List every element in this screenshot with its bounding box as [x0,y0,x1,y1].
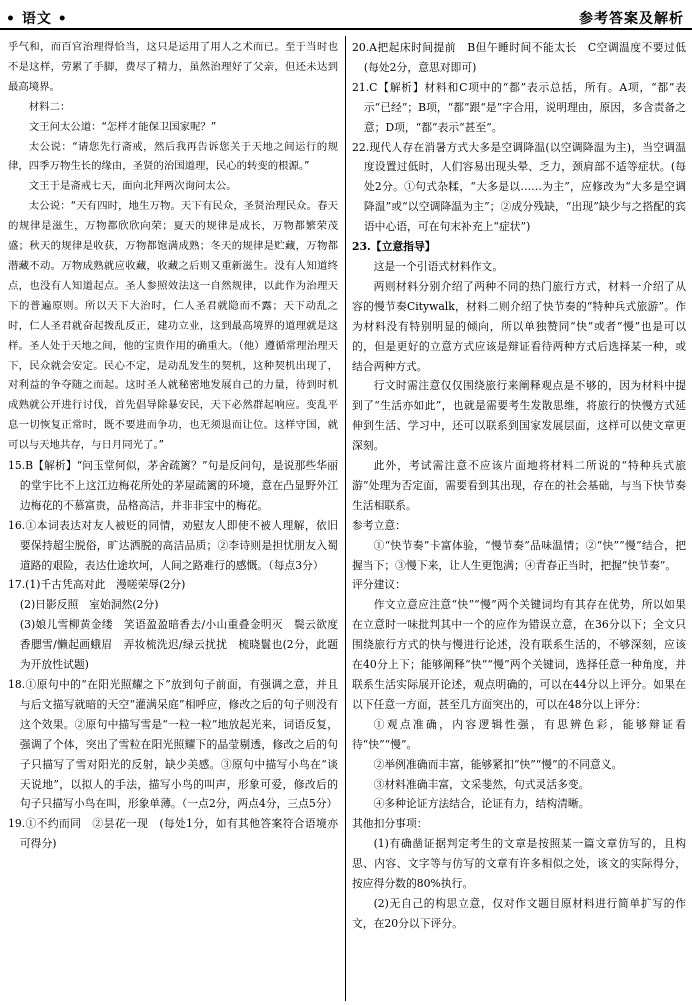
subject-label: • 语文 • [6,11,68,27]
answer-20: 20.A把起床时间提前 B但午睡时间不能太长 C空调温度不要过低 (每处2分，意思对即可) [352,41,686,74]
essay-guidance-2: 两则材料分别介绍了两种不同的热门旅行方式，材料一介绍了从容的慢节奏Citywalk，材料二则介绍了快节奏的“特种兵式旅游”。作为材料没有特别明显的倾向，所以单独赞同“快”或者“慢”也是可以的，但是更好的立意方式应该是辩证看待两种方式后选择某一种，或结合两种方式。 [352,279,686,373]
answer-23-title: 23.【立意指导】 [352,240,436,254]
answer-17-1: 17.(1)千古凭高对此 漫嗟荣辱(2分) [8,578,186,592]
answer-16: 16.①本词表达对友人被贬的同情，劝慰友人即使不被人理解，依旧要保持超尘脱俗，旷达洒脱的高洁品质；②李诗则是担忧朋友入蜀道路的艰险，表达仕途坎坷，人间之路难行的感慨。（每点3分） [8,518,338,572]
scoring-point-4: ④多种论证方法结合，论证有力，结构清晰。 [373,797,590,811]
translation-para-1: 乎气和，而百官治理得恰当，这只是运用了用人之术而已。至于当时也不是这样，劳累了手脚，费尽了精力，虽然治理好了父亲，但还未达到最高境界。 [8,41,338,93]
deduction-title: 其他扣分事项： [352,817,428,831]
answer-17-2: (2)日影反照 室始洞然(2分) [19,598,159,612]
left-column [8,38,338,1003]
reference-title: 参考立意： [352,518,406,532]
scoring-point-2: ②举例准确而丰富，能够紧扣“快”“慢”的不同意义。 [373,757,623,771]
answer-18: 18.①原句中的“在阳光照耀之下”放到句子前面，有强调之意，并且与后文描写就暗的天空“灌满呆庭”相呼应，修改之后的句子则没有这个效果。②原句中描写雪是“一粒一粒”地放起光来，词语反复，强调了个体，突出了雪粒在阳光照耀下的晶莹剔透，修改之后的句子只描写了雪对阳光的反射，缺少美感。③原句中描写小鸟在“谈天说地”，以拟人的手法，描写小鸟的叫声，形象可爱，修改后的句子只描写小鸟在叫，形象单薄。（一点2分，两点4分，三点5分） [8,678,338,811]
column-divider [345,36,346,1001]
essay-guidance-4: 此外，考试需注意不应该片面地将材料二所说的“特种兵式旅游”处理为否定面，需要看到其出现，存在的社会基础，与当下快节奏生活相联系。 [352,459,686,512]
essay-guidance-3: 行文时需注意仅仅围绕旅行来阐释观点是不够的，因为材料中提到了“生活亦如此”，也就是需要考生发散思维，将旅行的快慢方式延伸到生活、学习中，还可以联系到国家发展层面，这样可以使文章更深刻。 [352,379,686,453]
scoring-point-3: ③材料准确丰富，文采斐然，句式灵活多变。 [373,777,590,791]
scoring-title: 评分建议： [352,578,406,592]
deduction-1: (1)有确凿证据判定考生的文章是按照某一篇文章仿写的，且构思、内容、文字等与仿写的文章有许多相似之处，该文的实际得分，按应得分数的80%执行。 [352,837,686,891]
essay-guidance-1: 这是一个引语式材料作文。 [373,259,504,273]
section-title: 参考答案及解析 [579,11,684,27]
translation-para-4: 文王于是斋戒七天，面向北拜两次询问太公。 [28,180,237,193]
answer-21: 21.C【解析】材料和C项中的“都”表示总括，所有。A项，“都”表示“已经”；B项，“都”跟“是”字合用，说明理由，原因，多含责备之意；D项，“都”表示“甚至”。 [352,80,686,134]
answer-19: 19.①不约而同 ②昙花一现 (每处1分，如有其他答案符合语境亦可得分) [8,817,338,851]
translation-para-3: 太公说：“请您先行斋戒，然后我再告诉您关于天地之间运行的规律，四季万物生长的缘由，圣贤的治国道理，民心的转变的根源。” [8,140,338,173]
translation-heading-material-2: 材料二： [28,100,71,113]
translation-para-5: 太公说：“天有四时，地生万物。天下有民众，圣贤治理民众。春天的规律是滋生，万物都欣欣向荣；夏天的规律是成长，万物都繁荣茂盛；秋天的规律是收获，万物都饱满成熟；冬天的规律是贮藏，万物都潜藏不动。万物成熟就应收藏，收藏之后则又重新滋生。没有人知道终点，也没有人知道起点。圣人参照效法这一自然规律，以此作为治理天下的普遍原则。所以天下大治时，仁人圣君就隐而不露；天下动乱之时，仁人圣君就奋起拨乱反正，建功立业，这到最高境界的道理就是这样。圣人处于天地之间，他的宝贵作用的确重大。（他）遵循常理治理天下，民众就会安定。民心不定，是动乱发生的契机，这种契机出现了，对利益的争夺随之而起。这时圣人就秘密地发展自己的力量，待到时机成熟就公开进行讨伐，首先倡导除暴安民，天下必然群起响应。变乱平息一切恢复正常时，既不要进而争功，也无须退而让位。这样守国，就可以与天地共存，与日月同光了。” [8,200,338,452]
answer-15: 15.B【解析】“问玉堂何似，茅舍疏篱？”句是反问句，是说那些华丽的堂宇比不上这江边梅花所处的茅屋疏篱的环境，意在凸显野外江边梅花的不慕富贵，品格高洁，并非非宝中的梅花。 [8,459,338,512]
scoring-para-1: 作文立意应注意“快”“慢”两个关键词均有其存在优势，所以如果在立意时一味批判其中一个的应作为错误立意，在36分以下；全文只围绕旅行方式的快与慢进行论述，没有联系生活的，不够深刻，应该在40分上下；能够阐释“快”“慢”两个关键词，选择任意一种角度，并联系生活实际展开论述，观点明确的，可以在44分以上评分。如果在以下任意一方面，甚至几方面突出的，可以在48分以上评分： [352,598,686,711]
deduction-2: (2)无自己的构思立意，仅对作文题目原材料进行简单扩写的作文，在20分以下评分。 [352,896,686,930]
page-header [0,0,692,30]
scoring-point-1: ①观点准确，内容逻辑性强，有思辨色彩，能够辩证看待“快”“慢”。 [352,717,686,751]
translation-para-2: 文王问太公道：“怎样才能保卫国家呢？” [28,120,217,133]
answer-17-3: (3)娘儿雪柳黄金缕 笑语盈盈暗香去/小山重叠金明灭 鬓云欲度香腮雪/懒起画蛾眉 弄妆梳洗迟/绿云扰扰 梳晓鬟也(2分，此题为开放性试题) [19,618,338,672]
right-column [352,38,686,1003]
answer-22: 22.现代人存在消暑方式大多是空调降温(以空调降温为主)，当空调温度设置过低时，人们容易出现头晕、乏力，颈肩部不适等症状。(每处2分。①句式杂糅，“大多是以……为主”，应修改为“大多是空调降温”或“以空调降温为主”；②成分残缺，“出现”缺少与之搭配的宾语中心语，可在句末补充上“症状”) [352,140,686,234]
reference-ideas: ①“快节奏”卡富体验，“慢节奏”品味温情；②“快”“慢”结合，把握当下；③慢下来，让人生更饱满；④青春正当时，把握“快节奏”。 [352,538,686,572]
